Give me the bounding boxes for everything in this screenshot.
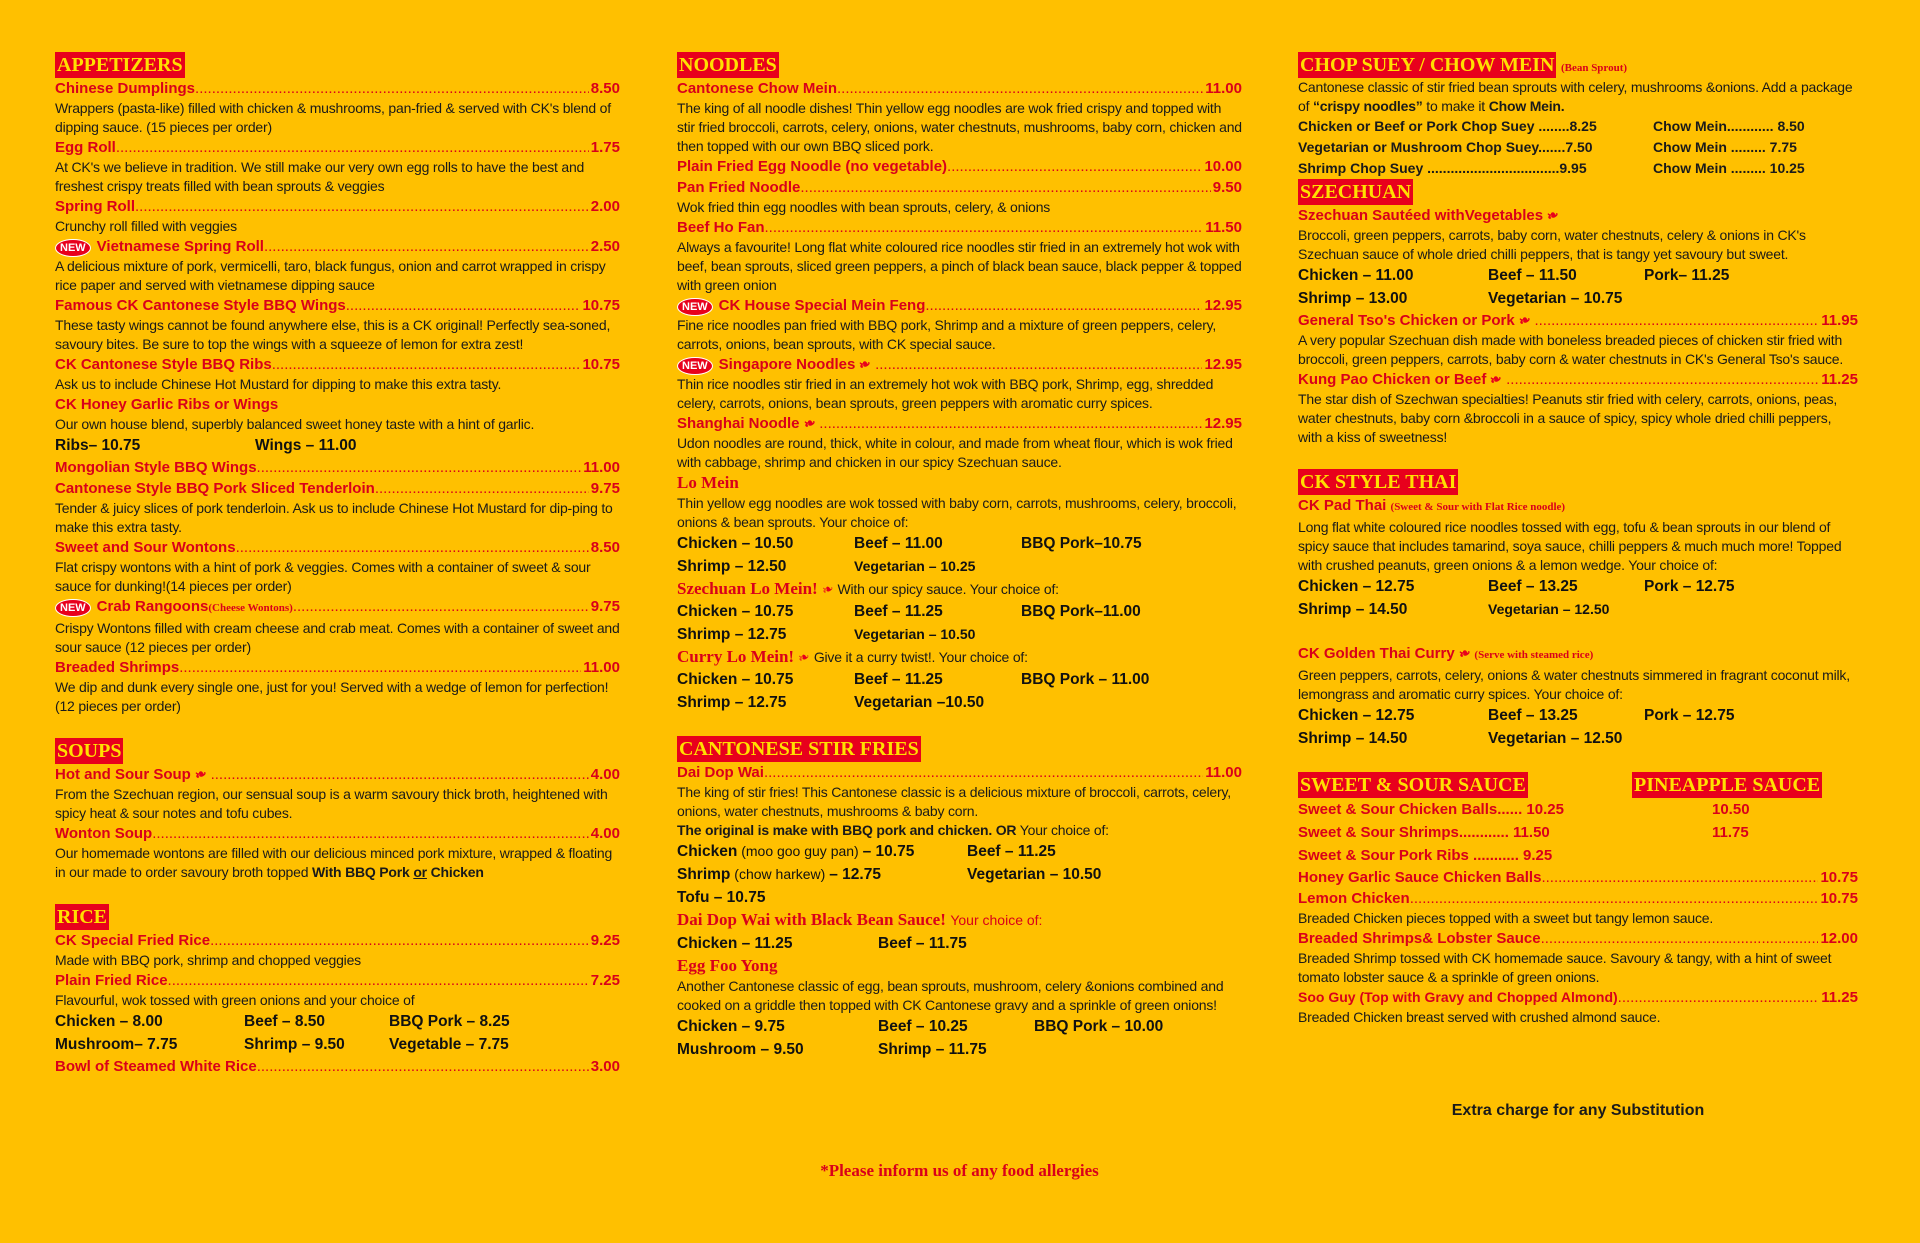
chop-suey-table: Chicken or Beef or Pork Chop Suey ........8.25 Chow Mein............ 8.50 Vegetarian or Mushroom Chop Suey.......7.50 Chow Mein ......... 7.75 Shrimp Chop Suey ..................................9.95 Chow Mein ......... 10.25 (1298, 118, 1805, 176)
menu-item: NEW Vietnamese Spring Roll ..... 2.50 (55, 236, 620, 257)
item-description: The king of stir fries! This Cantonese classic is a delicious mixture of broccoli, carrots, celery, onions, water chestnuts, mushrooms & baby corn. (677, 784, 1231, 819)
item-description: Green peppers, carrots, celery, onions & water chestnuts simmered in fragrant coconut milk, lemongrass and aromatic curry spices. Your choice of: (1298, 667, 1850, 702)
section-title-pineapple: PINEAPPLE SAUCE (1634, 774, 1821, 796)
menu-item: Cantonese Style BBQ Pork Sliced Tenderloin ..... 9.75 (55, 478, 620, 499)
menu-item: Szechuan Lo Mein!❧ With our spicy sauce. Your choice of: (677, 578, 1242, 600)
chili-pepper-icon: ❧ (856, 354, 874, 374)
item-description: Our own house blend, superbly balanced sweet honey taste with a hint of garlic. (55, 416, 535, 432)
menu-item: Shanghai Noodle ❧ ..... 12.95 (677, 413, 1242, 434)
price-options: Chicken – 12.75 Beef – 13.25 Pork – 12.75 Shrimp – 14.50 Vegetarian – 12.50 (1298, 578, 1735, 618)
menu-column-left (55, 52, 620, 1077)
item-description: Broccoli, green peppers, carrots, baby corn, water chestnuts, celery & onions in CK's Szechuan sauce of whole dried chilli peppers, that is tangy yet savoury but sweet. (1298, 227, 1806, 262)
menu-column-right (1298, 52, 1858, 1027)
item-description: Crispy Wontons filled with cream cheese and crab meat. Comes with a container of sweet and sour sauce (12 pieces per order) (55, 620, 620, 655)
price-options: Chicken – 11.25 Beef – 11.75 (677, 935, 967, 952)
item-description: At CK's we believe in tradition. We still make our very own egg rolls to have the best and freshest crispy treats filled with bean sprouts & veggies (55, 159, 585, 194)
menu-item: General Tso's Chicken or Pork ❧ ..... 11.95 (1298, 310, 1858, 331)
menu-item: NEW Singapore Noodles ❧ ..... 12.95 (677, 354, 1242, 375)
item-description: Flavourful, wok tossed with green onions and your choice of (55, 992, 415, 1008)
item-description: Ask us to include Chinese Hot Mustard for dipping to make this extra tasty. (55, 376, 502, 392)
item-description: Thin rice noodles stir fried in an extremely hot wok with BBQ pork, Shrimp, egg, shredded celery, carrots, onions, bean sprouts, green peppers with aromatic curry spices. (677, 376, 1214, 411)
menu-item: Curry Lo Mein!❧ Give it a curry twist!. Your choice of: (677, 646, 1242, 668)
sweet-sour-table: Sweet & Sour Chicken Balls...... 10.25 10.50 Sweet & Sour Shrimps............ 11.50 11.75 Sweet & Sour Pork Ribs ........... 9.25 (1298, 801, 1750, 864)
section-title-noodles: NOODLES (679, 54, 777, 76)
menu-item: Cantonese Chow Mein ..... 11.00 (677, 78, 1242, 99)
item-description: Wok fried thin egg noodles with bean sprouts, celery, & onions (677, 199, 1051, 215)
menu-column-middle (677, 52, 1242, 1061)
chili-pepper-icon: ❧ (800, 413, 818, 433)
new-badge-icon: NEW (55, 599, 91, 617)
item-description: The original is make with BBQ pork and chicken. OR Your choice of: (677, 822, 1109, 838)
chili-pepper-icon: ❧ (1456, 643, 1473, 663)
menu-item: Beef Ho Fan ..... 11.50 (677, 217, 1242, 238)
substitution-notice: Extra charge for any Substitution (1451, 1102, 1705, 1119)
item-description: Crunchy roll filled with veggies (55, 218, 237, 234)
menu-item: Famous CK Cantonese Style BBQ Wings ..... 10.75 (55, 295, 620, 316)
section-subtitle: (Bean Sprout) (1560, 62, 1628, 74)
item-description: A delicious mixture of pork, vermicelli, taro, black fungus, onion and carrot wrapped in crispy rice paper and served with vietnamese dipping sauce (55, 258, 606, 293)
item-description: Tender & juicy slices of pork tenderloin. Ask us to include Chinese Hot Mustard for dip-ping to make this extra tasty. (55, 500, 613, 535)
menu-item: Chinese Dumplings ..... 8.50 (55, 78, 620, 99)
menu-item: CK Cantonese Style BBQ Ribs ..... 10.75 (55, 354, 620, 375)
sauce-headers (1298, 772, 1858, 798)
item-description: Flat crispy wontons with a hint of pork & veggies. Comes with a container of sweet & sour sauce for dunking!(14 pieces per order) (55, 559, 591, 594)
price-options: Chicken – 10.75 Beef – 11.25 BBQ Pork–11.00 Shrimp – 12.75 Vegetarian – 10.50 (677, 603, 1141, 643)
menu-item: Honey Garlic Sauce Chicken Balls ..... 10.75 (1298, 867, 1858, 888)
price-options: Chicken – 10.50 Beef – 11.00 BBQ Pork–10.75 Shrimp – 12.50 Vegetarian – 10.25 (677, 535, 1142, 575)
price-options: Chicken – 9.75 Beef – 10.25 BBQ Pork – 10.00 Mushroom – 9.50 Shrimp – 11.75 (677, 1018, 1164, 1058)
menu-item: Wonton Soup ..... 4.00 (55, 823, 620, 844)
item-description: Another Cantonese classic of egg, bean sprouts, mushroom, celery &onions combined and cooked on a griddle then topped with CK Cantonese gravy and a sprinkle of green onions! (677, 978, 1224, 1013)
chili-pepper-icon: ❧ (1487, 369, 1505, 389)
item-description: We dip and dunk every single one, just for you! Served with a wedge of lemon for perfection!(12 pieces per order) (55, 679, 609, 714)
menu-item: Plain Fried Egg Noodle (no vegetable) ..... 10.00 (677, 156, 1242, 177)
chili-pepper-icon: ❧ (192, 764, 209, 784)
item-description: From the Szechuan region, our sensual soup is a warm savoury thick broth, heightened with spicy heat & sour notes and tofu cubes. (55, 786, 608, 821)
menu-item: Breaded Shrimps& Lobster Sauce ..... 12.00 (1298, 928, 1858, 949)
item-description: These tasty wings cannot be found anywhere else, this is a CK original! Perfectly sea-soned, savoury bites. Be sure to top the wings with a squeeze of lemon for extra zest! (55, 317, 611, 352)
item-description: Thin yellow egg noodles are wok tossed with baby corn, carrots, mushrooms, celery, broccoli, onions & bean sprouts. Your choice of: (677, 495, 1237, 530)
price-options: Ribs– 10.75 Wings – 11.00 (55, 437, 357, 454)
section-title-rice: RICE (57, 906, 108, 928)
menu-item: Soo Guy (Top with Gravy and Chopped Almond) ..... 11.25 (1298, 987, 1858, 1008)
menu-item: Egg Foo Yong (677, 956, 778, 975)
price-options: Chicken – 12.75 Beef – 13.25 Pork – 12.75 Shrimp – 14.50 Vegetarian – 12.50 (1298, 707, 1735, 747)
section-title-appetizers: APPETIZERS (57, 54, 183, 76)
section-title-chop-suey: CHOP SUEY / CHOW MEIN (1300, 54, 1555, 76)
section-title-szechuan: SZECHUAN (1300, 181, 1412, 203)
menu-item: Pan Fried Noodle ..... 9.50 (677, 177, 1242, 198)
menu-item: Egg Roll ..... 1.75 (55, 137, 620, 158)
menu-item: Hot and Sour Soup ❧ ..... 4.00 (55, 764, 620, 785)
price-options: Chicken – 10.75 Beef – 11.25 BBQ Pork – 11.00 Shrimp – 12.75 Vegetarian –10.50 (677, 671, 1150, 711)
item-description: Wrappers (pasta-like) filled with chicken & mushrooms, pan-fried & served with CK's blend of dipping sauce. (15 pieces per order) (55, 100, 611, 135)
menu-item: CK Golden Thai Curry ❧ (Serve with steamed rice) (1298, 643, 1858, 666)
item-description: Breaded Shrimp tossed with CK homemade sauce. Savoury & tangy, with a hint of sweet tomato lobster sauce & a sprinkle of green onions. (1298, 950, 1832, 985)
item-description: The king of all noodle dishes! Thin yellow egg noodles are wok fried crispy and topped with stir fried broccoli, carrots, celery, onions, water chestnuts, mushrooms, baby corn, chicken and then topped with our own BBQ sliced pork. (677, 100, 1242, 154)
chili-pepper-icon: ❧ (795, 647, 813, 667)
item-description: Always a favourite! Long flat white coloured rice noodles stir fried in an extremely hot wok with beef, bean sprouts, sliced green peppers, a pinch of black bean sauce, black pepper & topped with green onion (677, 239, 1242, 293)
menu-item: NEW CK House Special Mein Feng ..... 12.95 (677, 295, 1242, 316)
allergy-notice: *Please inform us of any food allergies (820, 1161, 1099, 1180)
menu-item: Sweet and Sour Wontons ..... 8.50 (55, 537, 620, 558)
menu-item: Lemon Chicken ..... 10.75 (1298, 888, 1858, 909)
menu-item: Bowl of Steamed White Rice ..... 3.00 (55, 1056, 620, 1077)
menu-item: Lo Mein (677, 473, 739, 492)
menu-item: Dai Dop Wai with Black Bean Sauce! Your choice of: (677, 910, 1043, 929)
section-title-stir-fries: CANTONESE STIR FRIES (679, 738, 919, 760)
menu-item: Szechuan Sautéed withVegetables ❧ (1298, 205, 1858, 226)
menu-item: Spring Roll ..... 2.00 (55, 196, 620, 217)
chili-pepper-icon: ❧ (819, 579, 836, 599)
new-badge-icon: NEW (55, 239, 91, 257)
menu-item: Breaded Shrimps ..... 11.00 (55, 657, 620, 678)
section-title-soups: SOUPS (57, 740, 122, 762)
menu-item: Plain Fried Rice ..... 7.25 (55, 970, 620, 991)
new-badge-icon: NEW (677, 298, 713, 316)
item-description: Udon noodles are round, thick, white in colour, and made from wheat flour, which is wok fried with cabbage, shrimp and chicken in our spicy Szechuan sauce. (677, 435, 1233, 470)
menu-item: CK Special Fried Rice ..... 9.25 (55, 930, 620, 951)
chili-pepper-icon: ❧ (1516, 310, 1533, 330)
item-description: Made with BBQ pork, shrimp and chopped veggies (55, 952, 361, 968)
chili-pepper-icon: ❧ (1544, 205, 1562, 225)
new-badge-icon: NEW (677, 357, 713, 375)
section-title-thai: CK STYLE THAI (1300, 471, 1457, 493)
menu-item: Kung Pao Chicken or Beef ❧ ..... 11.25 (1298, 369, 1858, 390)
item-description: Fine rice noodles pan fried with BBQ pork, Shrimp and a mixture of green peppers, celery, carrots, onions, bean sprouts, with CK special sauce. (677, 317, 1217, 352)
item-description: Long flat white coloured rice noodles tossed with egg, tofu & bean sprouts in our blend of spicy sauce that includes tamarind, soya sauce, chilli peppers & much much more! Topped with crushed peanuts, green onions & a lemon wedge. Your choice of: (1298, 519, 1842, 573)
section-title-sweet-sour: SWEET & SOUR SAUCE (1300, 774, 1526, 796)
menu-item: Mongolian Style BBQ Wings ..... 11.00 (55, 457, 620, 478)
item-description: A very popular Szechuan dish made with boneless breaded pieces of chicken stir fried with broccoli, green peppers, carrots, baby corn & water chestnuts in CK's General Tso's sauce. (1298, 332, 1844, 367)
item-description: Breaded Chicken breast served with crushed almond sauce. (1298, 1009, 1661, 1025)
menu-item: Dai Dop Wai ..... 11.00 (677, 762, 1242, 783)
price-options: Chicken (moo goo guy pan) – 10.75 Beef – 11.25 Shrimp (chow harkew) – 12.75 Vegetarian – 10.50 Tofu – 10.75 (677, 843, 1102, 906)
price-options: Chicken – 8.00 Beef – 8.50 BBQ Pork – 8.25 Mushroom– 7.75 Shrimp – 9.50 Vegetable – 7.75 (55, 1013, 510, 1053)
menu-item: CK Pad Thai (Sweet & Sour with Flat Rice noodle) (1298, 497, 1566, 514)
item-description: Breaded Chicken pieces topped with a sweet but tangy lemon sauce. (1298, 910, 1714, 926)
menu-item: NEW Crab Rangoons (Cheese Wontons) ..... 9.75 (55, 596, 620, 619)
item-description: The star dish of Szechwan specialties! Peanuts stir fried with celery, carrots, onions, peas, water chestnuts, baby corn &broccoli in a sauce of spicy, spicy whole dried chilli peppers, with a kiss of sweetness! (1298, 391, 1838, 445)
item-description: Cantonese classic of stir fried bean sprouts with celery, mushrooms &onions. Add a package of “crispy noodles” to make it Chow Mein. (1298, 79, 1853, 114)
price-options: Chicken – 11.00 Beef – 11.50 Pork– 11.25 Shrimp – 13.00 Vegetarian – 10.75 (1298, 267, 1730, 307)
item-description: Our homemade wontons are filled with our delicious minced pork mixture, wrapped & floating in our made to order savoury broth topped With BBQ Pork or Chicken (55, 845, 613, 880)
menu-item: CK Honey Garlic Ribs or Wings (55, 396, 279, 413)
